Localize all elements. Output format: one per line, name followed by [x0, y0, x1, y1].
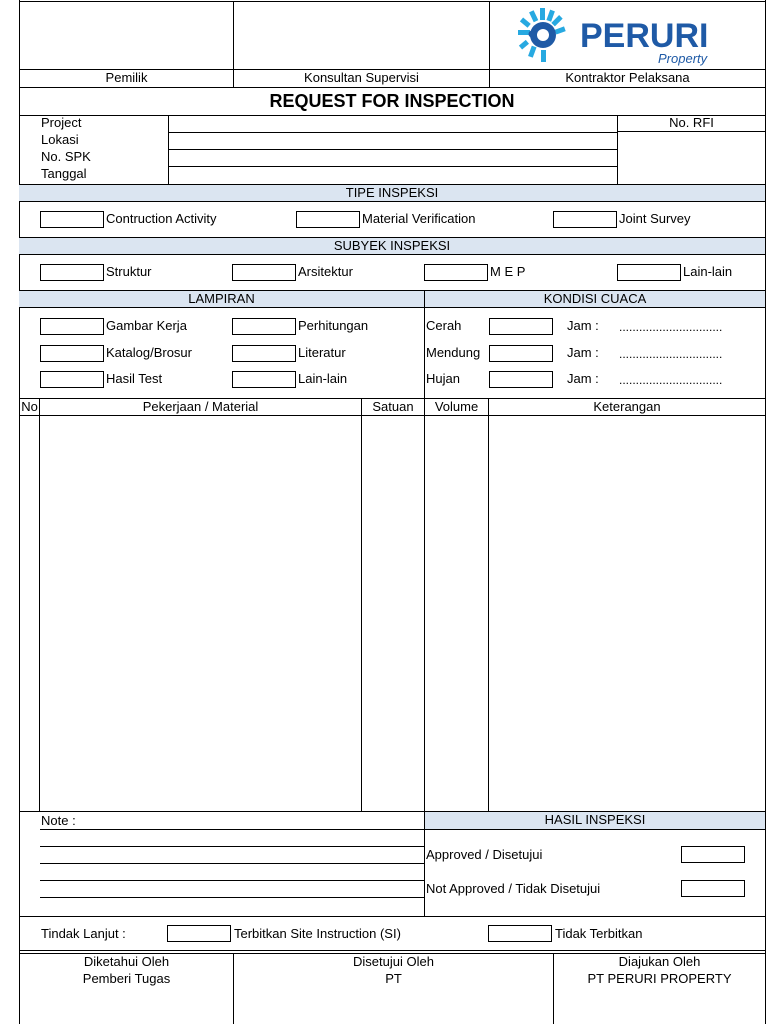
jam-field-cerah[interactable]: ...............................: [619, 320, 723, 334]
label-mendung: Mendung: [426, 345, 481, 360]
sign-known-by-party: Pemberi Tugas: [82, 971, 171, 986]
header-owner-label: Pemilik: [105, 70, 148, 85]
label-hujan: Hujan: [426, 371, 460, 386]
label-terbitkan-si: Terbitkan Site Instruction (SI): [234, 926, 401, 941]
header-consultant-label: Konsultan Supervisi: [304, 70, 419, 85]
checkbox-not-approved[interactable]: [681, 880, 745, 897]
checkbox-arsitektur[interactable]: [232, 264, 296, 281]
peruri-logo: [514, 6, 729, 68]
note-field[interactable]: [40, 830, 423, 897]
checkbox-terbitkan-si[interactable]: [167, 925, 231, 942]
label-arsitektur: Arsitektur: [298, 264, 353, 279]
sign-approved-by-party: PT: [385, 971, 402, 986]
jam-label-mendung: Jam :: [567, 345, 599, 360]
label-struktur: Struktur: [106, 264, 152, 279]
checkbox-cerah[interactable]: [489, 318, 553, 335]
table-header-satuan: Satuan: [372, 399, 414, 414]
sign-approved-by-label: Disetujui Oleh: [353, 954, 434, 969]
checkbox-katalog-brosur[interactable]: [40, 345, 104, 362]
checkbox-literatur[interactable]: [232, 345, 296, 362]
checkbox-joint-survey[interactable]: [553, 211, 617, 228]
tanggal-label: Tanggal: [41, 166, 87, 181]
hasil-inspeksi-header: HASIL INSPEKSI: [425, 811, 765, 830]
jam-label-hujan: Jam :: [567, 371, 599, 386]
subyek-inspeksi-header: SUBYEK INSPEKSI: [19, 237, 765, 255]
table-header-no: No: [21, 399, 38, 414]
lokasi-field[interactable]: [169, 133, 616, 148]
label-katalog-brosur: Katalog/Brosur: [106, 345, 192, 360]
jam-label-cerah: Jam :: [567, 318, 599, 333]
checkbox-hasil-test[interactable]: [40, 371, 104, 388]
no-rfi-label: No. RFI: [669, 115, 714, 130]
sign-submitted-by-label: Diajukan Oleh: [618, 954, 701, 969]
label-tidak-terbitkan: Tidak Terbitkan: [555, 926, 643, 941]
project-field[interactable]: [169, 116, 616, 131]
label-cerah: Cerah: [426, 318, 462, 333]
jam-field-hujan[interactable]: ...............................: [619, 373, 723, 387]
label-joint-survey: Joint Survey: [619, 211, 691, 226]
checkbox-construction-activity[interactable]: [40, 211, 104, 228]
label-perhitungan: Perhitungan: [298, 318, 369, 333]
table-body[interactable]: [20, 416, 765, 810]
lampiran-header: LAMPIRAN: [19, 290, 424, 308]
logo-subtitle: Property: [658, 51, 708, 66]
label-hasil-test: Hasil Test: [106, 371, 163, 386]
kondisi-cuaca-header: KONDISI CUACA: [425, 290, 765, 308]
label-lain-lain-subyek: Lain-lain: [683, 264, 733, 279]
checkbox-lain-lain-subyek[interactable]: [617, 264, 681, 281]
checkbox-hujan[interactable]: [489, 371, 553, 388]
sign-submitted-by-party: PT PERURI PROPERTY: [587, 971, 732, 986]
tipe-inspeksi-header: TIPE INSPEKSI: [19, 184, 765, 202]
spk-label: No. SPK: [41, 149, 91, 164]
checkbox-struktur[interactable]: [40, 264, 104, 281]
label-mep: M E P: [490, 264, 526, 279]
label-literatur: Literatur: [298, 345, 346, 360]
sign-known-by-label: Diketahui Oleh: [83, 954, 170, 969]
lokasi-label: Lokasi: [41, 132, 79, 147]
checkbox-approved[interactable]: [681, 846, 745, 863]
checkbox-tidak-terbitkan[interactable]: [488, 925, 552, 942]
peruri-logo-icon: [514, 6, 574, 66]
checkbox-material-verification[interactable]: [296, 211, 360, 228]
tindak-lanjut-label: Tindak Lanjut :: [41, 926, 126, 941]
logo-wordmark: PERURI: [580, 17, 709, 55]
table-header-pekerjaan: Pekerjaan / Material: [142, 399, 259, 414]
checkbox-mendung[interactable]: [489, 345, 553, 362]
tanggal-field[interactable]: [169, 167, 616, 183]
label-gambar-kerja: Gambar Kerja: [106, 318, 187, 333]
label-construction-activity: Contruction Activity: [106, 211, 217, 226]
checkbox-perhitungan[interactable]: [232, 318, 296, 335]
jam-field-mendung[interactable]: ...............................: [619, 347, 723, 361]
header-contractor-label: Kontraktor Pelaksana: [565, 70, 690, 85]
table-header-volume: Volume: [434, 399, 479, 414]
checkbox-lain-lain-lampiran[interactable]: [232, 371, 296, 388]
no-rfi-field[interactable]: [618, 132, 764, 183]
note-label: Note :: [41, 813, 76, 828]
table-header-keterangan: Keterangan: [593, 399, 661, 414]
checkbox-gambar-kerja[interactable]: [40, 318, 104, 335]
checkbox-mep[interactable]: [424, 264, 488, 281]
label-approved: Approved / Disetujui: [426, 847, 543, 862]
spk-field[interactable]: [169, 150, 616, 165]
form-title: REQUEST FOR INSPECTION: [269, 91, 515, 111]
label-material-verification: Material Verification: [362, 211, 476, 226]
label-not-approved: Not Approved / Tidak Disetujui: [426, 881, 601, 896]
project-label: Project: [41, 115, 82, 130]
label-lain-lain-lampiran: Lain-lain: [298, 371, 348, 386]
